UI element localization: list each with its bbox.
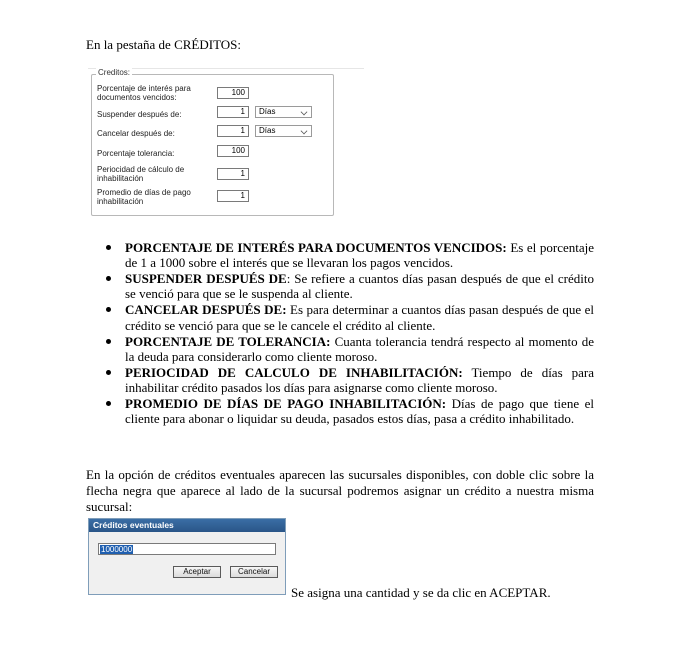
- tolerancia-label: Porcentaje tolerancia:: [97, 149, 175, 158]
- bullet-text: Es el porcentaje de 1 a 1000 sobre el interés que se llevaran los pagos vencidos.: [125, 240, 594, 271]
- suspender-unit-select[interactable]: [255, 106, 312, 118]
- cancelar-unit-value: Días: [259, 126, 276, 135]
- promedio-label: Promedio de días de pago inhabilitación: [97, 188, 191, 206]
- tolerancia-input[interactable]: 100: [217, 145, 249, 157]
- bullet-title: PERIOCIDAD DE CALCULO DE INHABILITACIÓN:: [125, 364, 463, 380]
- caption-text: Se asigna una cantidad y se da clic en ACEPTAR.: [291, 585, 551, 600]
- list-item: [106, 365, 594, 396]
- list-item: [106, 396, 594, 427]
- chevron-down-icon: [301, 109, 308, 116]
- amount-value: 1000000: [101, 545, 133, 554]
- bullet-text: Es para determinar a cuantos días pasan después de que el crédito se venció para que se le cancele el crédito al cliente.: [125, 302, 595, 333]
- interes-vencidos-label: Porcentaje de interés para documentos vencidos:: [97, 84, 191, 102]
- cancelar-input[interactable]: 1: [217, 125, 249, 137]
- interes-vencidos-input[interactable]: 100: [217, 87, 249, 99]
- creditos-eventuales-dialog: [88, 518, 286, 595]
- cancelar-label: Cancelar después de:: [97, 129, 175, 138]
- cancel-button[interactable]: Cancelar: [230, 566, 278, 578]
- bullet-title: PORCENTAJE DE INTERÉS PARA DOCUMENTOS VENCIDOS:: [125, 240, 507, 255]
- dialog-title: Créditos eventuales: [89, 519, 285, 532]
- amount-input[interactable]: [98, 543, 276, 555]
- intro-text: En la pestaña de CRÉDITOS:: [86, 37, 242, 52]
- promedio-input[interactable]: 1: [217, 190, 249, 202]
- bullet-text: Cuanta tolerancia tendrá respecto al momento de la deuda para considerarlo como cliente moroso.: [125, 333, 594, 364]
- bullet-text: : Se refiere a cuantos días pasan después de que el crédito se venció para que se le suspenda al cliente.: [125, 271, 595, 302]
- bullet-text: Días de pago que tiene el cliente para abonar o liquidar su deuda, pasados estos días, pasa a crédito inhabilitado.: [125, 395, 594, 427]
- bullet-title: SUSPENDER DESPUÉS DE: [125, 271, 287, 287]
- bullet-text: Tiempo de días para inhabilitar crédito pasados los días para asignarse como cliente moroso.: [125, 364, 595, 396]
- periocidad-input[interactable]: 1: [217, 168, 249, 180]
- cancelar-unit-select[interactable]: [255, 125, 312, 137]
- suspender-label: Suspender después de:: [97, 110, 182, 119]
- bullet-title: CANCELAR DESPUÉS DE:: [125, 302, 287, 318]
- bullet-title: PROMEDIO DE DÍAS DE PAGO INHABILITACIÓN:: [125, 395, 447, 411]
- suspender-input[interactable]: 1: [217, 106, 249, 118]
- periocidad-label: Periocidad de cálculo de inhabilitación: [97, 165, 185, 183]
- list-item: [106, 302, 594, 333]
- eventuales-paragraph: En la opción de créditos eventuales aparecen las sucursales disponibles, con doble clic sobre la flecha negra que aparece al lado de la sucursal podremos asignar un crédito a nuestra misma sucursal:: [86, 467, 594, 514]
- accept-button[interactable]: Aceptar: [173, 566, 221, 578]
- creditos-legend: Creditos:: [98, 68, 131, 77]
- suspender-unit-value: Días: [259, 107, 276, 116]
- list-item: [106, 271, 594, 302]
- bullet-title: PORCENTAJE DE TOLERANCIA:: [125, 333, 331, 349]
- definitions-list: [106, 240, 594, 427]
- chevron-down-icon: [301, 128, 308, 135]
- list-item: [106, 334, 594, 365]
- list-item: [106, 240, 594, 271]
